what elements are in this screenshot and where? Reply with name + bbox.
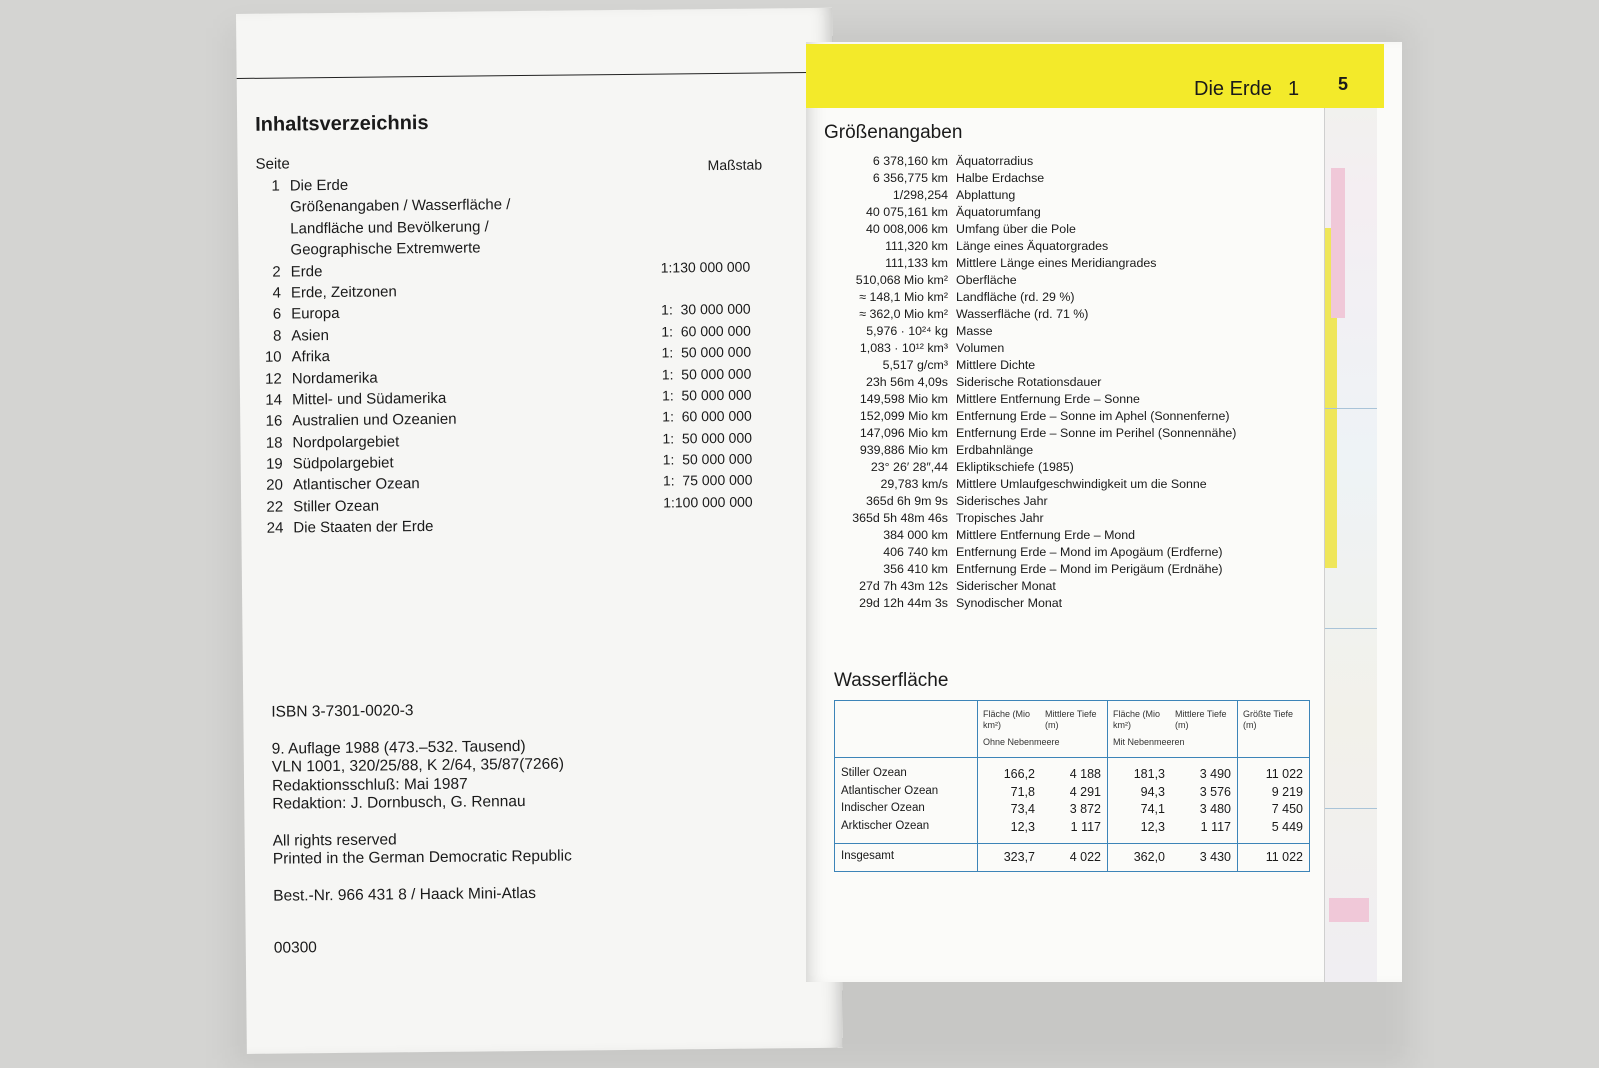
measure-value: ≈ 148,1 Mio km² — [824, 290, 948, 304]
toc-entry-scale: 1: 60 000 000 — [661, 322, 751, 339]
measure-label: Entfernung Erde – Mond im Apogäum (Erdferne) — [956, 545, 1223, 559]
table-cell: 71,8 — [981, 785, 1035, 799]
table-cell: 3 490 — [1171, 767, 1231, 781]
toc-page-number: 19 — [259, 456, 283, 473]
table-cell: 4 291 — [1041, 785, 1101, 799]
th-tiefe-mit: Mittlere Tiefe (m) — [1175, 709, 1233, 731]
header-title: Die Erde — [1194, 78, 1272, 101]
toc-entry-title: Australien und Ozeanien — [292, 411, 456, 430]
table-rule — [835, 757, 1309, 758]
measure-label: Landfläche (rd. 29 %) — [956, 290, 1074, 304]
measure-value: 23° 26′ 28″,44 — [824, 460, 948, 474]
measure-value: 6 356,775 km — [824, 171, 948, 185]
redaktionsschluss: Redaktionsschluß: Mai 1987 — [272, 774, 571, 796]
measure-label: Äquatorradius — [956, 154, 1033, 168]
rights-block — [273, 829, 572, 869]
toc-entry-title: Landfläche und Bevölkerung / — [290, 218, 489, 237]
toc-page-number: 18 — [258, 434, 282, 451]
toc-entry-title: Mittel- und Südamerika — [292, 390, 446, 409]
measure-label: Mittlere Länge eines Meridiangrades — [956, 256, 1156, 270]
toc-entry-scale: 1: 50 000 000 — [663, 451, 753, 468]
measure-label: Wasserfläche (rd. 71 %) — [956, 307, 1088, 321]
measure-label: Mittlere Entfernung Erde – Sonne — [956, 392, 1140, 406]
toc-page-number: 16 — [258, 413, 282, 430]
toc-entry-title: Europa — [291, 305, 340, 323]
measure-label: Siderische Rotationsdauer — [956, 375, 1101, 389]
measure-label: Länge eines Äquatorgrades — [956, 239, 1108, 253]
table-cell: 5 449 — [1241, 820, 1303, 834]
header-section: 1 — [1288, 78, 1299, 101]
toc-entry-title: Die Staaten der Erde — [293, 518, 433, 536]
massstab-label: Maßstab — [708, 156, 763, 173]
table-cell: 94,3 — [1111, 785, 1165, 799]
water-table — [834, 700, 1310, 872]
toc-entry-title: Afrika — [292, 348, 331, 365]
measure-value: 147,096 Mio km — [824, 426, 948, 440]
total-label: Insgesamt — [841, 850, 975, 862]
left-page — [236, 8, 843, 1054]
measure-label: Oberfläche — [956, 273, 1017, 287]
toc-page-number: 12 — [258, 370, 282, 387]
page-top-rule — [237, 72, 833, 79]
total-cell: 4 022 — [1041, 850, 1101, 864]
toc-entry — [259, 514, 799, 541]
toc-page-number: 10 — [258, 349, 282, 366]
printed: Printed in the German Democratic Republic — [273, 848, 572, 870]
table-cell: 9 219 — [1241, 785, 1303, 799]
section-title: Größenangaben — [824, 122, 962, 144]
toc-page-number: 2 — [257, 263, 281, 280]
measure-label: Entfernung Erde – Mond im Perigäum (Erdnähe) — [956, 562, 1223, 576]
measure-value: 27d 7h 43m 12s — [824, 579, 948, 593]
toc-entry-scale: 1: 75 000 000 — [663, 472, 753, 489]
measure-value: 29d 12h 44m 3s — [824, 596, 948, 610]
print-code: 00300 — [274, 937, 573, 959]
table-cell: 3 872 — [1041, 802, 1101, 816]
table-cell: 166,2 — [981, 767, 1035, 781]
table-cell: 3 480 — [1171, 802, 1231, 816]
table-rule — [1107, 701, 1108, 871]
isbn: ISBN 3-7301-0020-3 — [271, 701, 570, 723]
measure-value: 365d 5h 48m 46s — [824, 511, 948, 525]
toc-list — [256, 172, 800, 541]
ocean-name: Arktischer Ozean — [841, 820, 975, 832]
ocean-name: Indischer Ozean — [841, 802, 975, 814]
measure-value: 40 008,006 km — [824, 222, 948, 236]
th-groesste-tiefe: Größte Tiefe (m) — [1243, 709, 1305, 731]
th-tiefe-ohne: Mittlere Tiefe (m) — [1045, 709, 1101, 731]
measure-label: Masse — [956, 324, 993, 338]
toc-page-number: 14 — [258, 391, 282, 408]
measure-label: Entfernung Erde – Sonne im Perihel (Sonnennähe) — [956, 426, 1236, 440]
map-grid-line — [1325, 408, 1377, 409]
measure-value: 356 410 km — [824, 562, 948, 576]
th-flaeche-mit: Fläche (Mio km²) — [1113, 709, 1171, 731]
toc-entry-title: Südpolargebiet — [293, 454, 394, 472]
toc-entry-title: Nordamerika — [292, 369, 378, 387]
water-title: Wasserfläche — [834, 670, 948, 692]
toc-entry-title: Geographische Extremwerte — [290, 240, 480, 259]
toc-entry-scale: 1: 30 000 000 — [661, 301, 751, 318]
measure-value: 111,133 km — [824, 256, 948, 270]
toc-page-number: 6 — [257, 306, 281, 323]
ocean-name: Stiller Ozean — [841, 767, 975, 779]
measure-label: Mittlere Entfernung Erde – Mond — [956, 528, 1135, 542]
toc-entry-title: Erde — [291, 263, 323, 280]
table-rule — [835, 843, 1309, 844]
measure-label: Mittlere Dichte — [956, 358, 1035, 372]
map-grid-line — [1325, 808, 1377, 809]
measure-label: Ekliptikschiefe (1985) — [956, 460, 1074, 474]
imprint — [271, 701, 573, 977]
measure-label: Abplattung — [956, 188, 1015, 202]
header-banner — [806, 44, 1384, 108]
measure-label: Äquatorumfang — [956, 205, 1041, 219]
toc-entry-scale: 1: 60 000 000 — [662, 408, 752, 425]
toc-entry-scale: 1: 50 000 000 — [661, 344, 751, 361]
table-rule — [977, 701, 978, 871]
toc-entry-title: Größenangaben / Wasserfläche / — [290, 197, 511, 216]
measure-value: 365d 6h 9m 9s — [824, 494, 948, 508]
page-number: 5 — [1338, 74, 1348, 95]
seite-label: Seite — [255, 155, 289, 172]
toc-page-number: 20 — [259, 477, 283, 494]
measure-label: Erdbahnlänge — [956, 443, 1033, 457]
ocean-name: Atlantischer Ozean — [841, 785, 975, 797]
th-flaeche-ohne: Fläche (Mio km²) — [983, 709, 1041, 731]
toc-entry-title: Atlantischer Ozean — [293, 476, 420, 494]
th-ohne-nebenmeere: Ohne Nebenmeere — [983, 737, 1103, 748]
table-cell: 181,3 — [1111, 767, 1165, 781]
measure-value: 510,068 Mio km² — [824, 273, 948, 287]
table-cell: 4 188 — [1041, 767, 1101, 781]
toc-entry-scale: 1: 50 000 000 — [662, 429, 752, 446]
toc-page-number: 24 — [259, 520, 283, 537]
measure-value: 384 000 km — [824, 528, 948, 542]
toc-entry-title: Stiller Ozean — [293, 497, 379, 515]
toc-page-number: 8 — [257, 327, 281, 344]
total-cell: 11 022 — [1241, 850, 1303, 864]
edition-block — [272, 737, 572, 814]
measure-value: 111,320 km — [824, 239, 948, 253]
measure-label: Siderischer Monat — [956, 579, 1056, 593]
toc-entry-title: Asien — [291, 327, 329, 344]
measure-label: Volumen — [956, 341, 1004, 355]
map-edge-strip — [1324, 108, 1377, 982]
table-cell: 12,3 — [981, 820, 1035, 834]
measure-value: 406 740 km — [824, 545, 948, 559]
toc-entry-title: Erde, Zeitzonen — [291, 283, 397, 301]
map-pink-land — [1331, 168, 1345, 318]
total-cell: 362,0 — [1111, 850, 1165, 864]
measure-value: 6 378,160 km — [824, 154, 948, 168]
th-mit-nebenmeeren: Mit Nebenmeeren — [1113, 737, 1233, 748]
best-nr: Best.-Nr. 966 431 8 / Haack Mini-Atlas — [273, 884, 572, 906]
measure-value: 1/298,254 — [824, 188, 948, 202]
table-cell: 12,3 — [1111, 820, 1165, 834]
measure-value: ≈ 362,0 Mio km² — [824, 307, 948, 321]
measure-label: Entfernung Erde – Sonne im Aphel (Sonnenferne) — [956, 409, 1229, 423]
table-cell: 3 576 — [1171, 785, 1231, 799]
toc-entry-scale: 1: 50 000 000 — [662, 387, 752, 404]
measure-label: Halbe Erdachse — [956, 171, 1044, 185]
toc-page-number: 4 — [257, 284, 281, 301]
measure-value: 5,517 g/cm³ — [824, 358, 948, 372]
measure-value: 149,598 Mio km — [824, 392, 948, 406]
measure-label: Mittlere Umlaufgeschwindigkeit um die Sonne — [956, 477, 1207, 491]
toc-entry-title: Die Erde — [290, 177, 349, 195]
vln: VLN 1001, 320/25/88, K 2/64, 35/87(7266) — [272, 756, 571, 778]
measure-value: 152,099 Mio km — [824, 409, 948, 423]
measure-value: 1,083 · 10¹² km³ — [824, 341, 948, 355]
table-cell: 74,1 — [1111, 802, 1165, 816]
table-cell: 1 117 — [1171, 820, 1231, 834]
measure-value: 23h 56m 4,09s — [824, 375, 948, 389]
table-cell: 11 022 — [1241, 767, 1303, 781]
toc-page-number: 22 — [259, 498, 283, 515]
table-cell: 73,4 — [981, 802, 1035, 816]
table-rule — [1237, 701, 1238, 871]
toc-entry-scale: 1:130 000 000 — [661, 258, 751, 275]
redaktion: Redaktion: J. Dornbusch, G. Rennau — [272, 793, 571, 815]
table-cell: 7 450 — [1241, 802, 1303, 816]
right-page — [806, 42, 1402, 982]
table-cell: 1 117 — [1041, 820, 1101, 834]
measure-value: 5,976 · 10²⁴ kg — [824, 324, 948, 338]
edition: 9. Auflage 1988 (473.–532. Tausend) — [272, 737, 571, 759]
total-cell: 3 430 — [1171, 850, 1231, 864]
map-pink-land — [1329, 898, 1369, 922]
toc-entry-scale: 1:100 000 000 — [663, 493, 753, 510]
toc-title: Inhaltsverzeichnis — [255, 112, 429, 137]
measure-value: 40 075,161 km — [824, 205, 948, 219]
toc-entry-title: Nordpolargebiet — [292, 433, 399, 451]
measure-label: Siderisches Jahr — [956, 494, 1048, 508]
measure-label: Synodischer Monat — [956, 596, 1062, 610]
map-grid-line — [1325, 628, 1377, 629]
toc-page-number: 1 — [256, 178, 280, 195]
rights: All rights reserved — [273, 829, 572, 851]
measure-value: 939,886 Mio km — [824, 443, 948, 457]
toc-entry-scale: 1: 50 000 000 — [662, 365, 752, 382]
measure-value: 29,783 km/s — [824, 477, 948, 491]
total-cell: 323,7 — [981, 850, 1035, 864]
measure-label: Tropisches Jahr — [956, 511, 1044, 525]
measure-label: Umfang über die Pole — [956, 222, 1076, 236]
